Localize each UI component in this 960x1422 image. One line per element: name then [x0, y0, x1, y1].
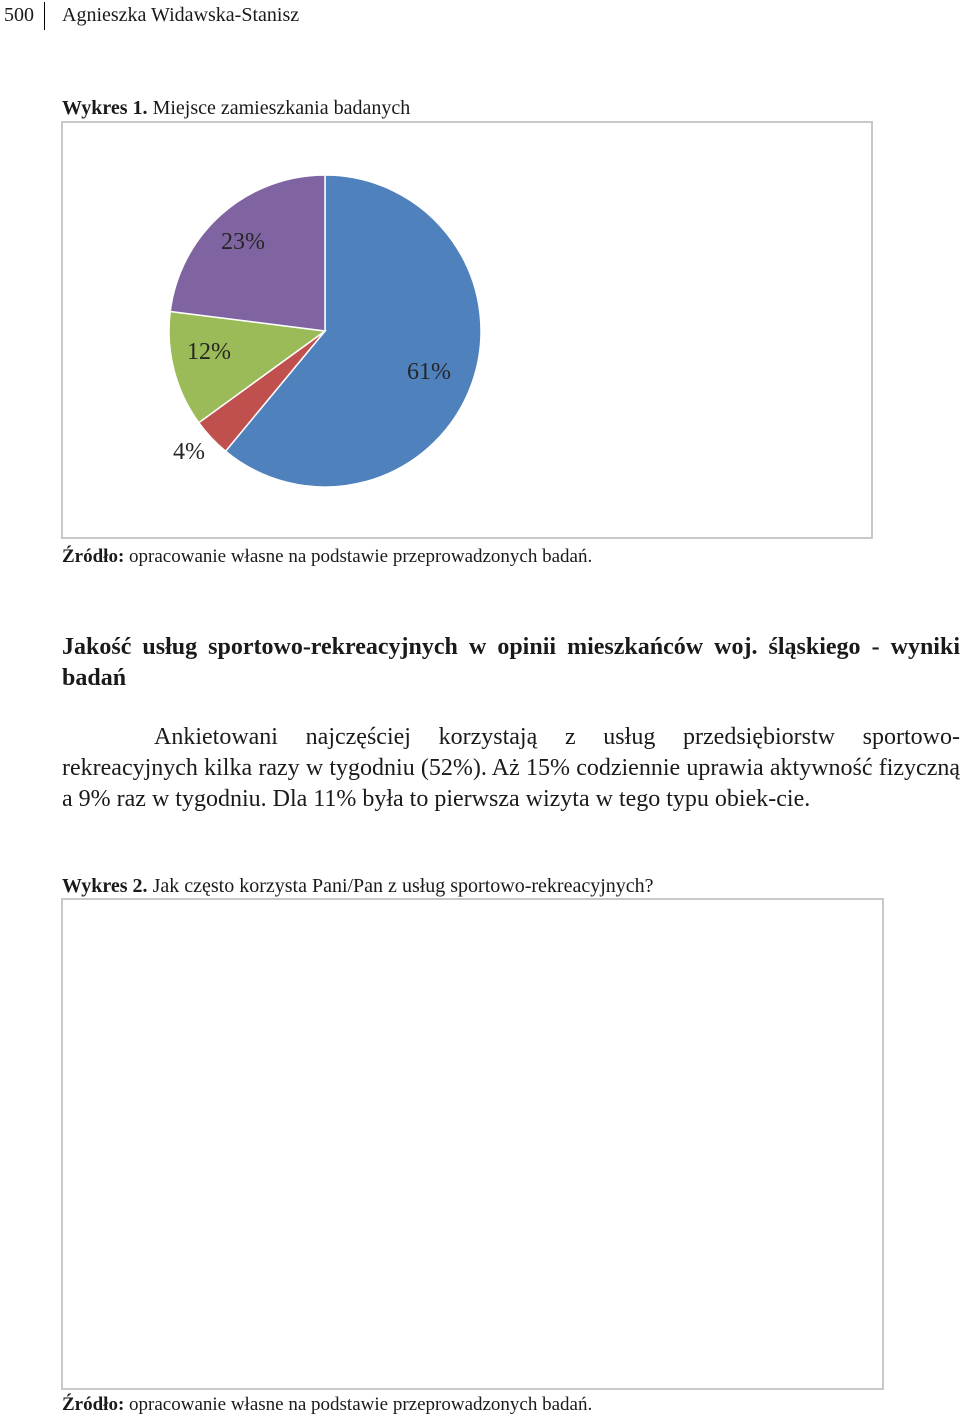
- figure2-doughnut-chart: [63, 900, 882, 1388]
- data-label-miasto-ponizej-50-tys-mieszkancow: 12%: [187, 339, 231, 365]
- figure2-source-text: opracowanie własne na podstawie przeprowadzonych badań.: [129, 1394, 593, 1415]
- figure2-source: [62, 1394, 592, 1416]
- figure2-caption: [62, 875, 654, 898]
- running-header-author: Agnieszka Widawska-Stanisz: [62, 4, 300, 26]
- figure1-source: [62, 546, 592, 568]
- data-label-wies: 23%: [221, 229, 265, 255]
- figure1-chart-area: [61, 121, 873, 539]
- figure1-pie-chart: [63, 123, 871, 537]
- data-label-miasto-od-50-tys-do-100-tys-mieszkancow: 4%: [173, 439, 205, 465]
- body-paragraph-text: Ankietowani najczęściej korzystają z usług przedsiębiorstw sportowo-rekreacyjnych kilka razy w tygodniu (52%). Aż 15% codziennie uprawia aktywność fizyczną a 9% raz w tygodniu. Dla 11% była to pierwsza wizyta w tego typu obiek-cie.: [62, 724, 960, 812]
- figure1-source-text: opracowanie własne na podstawie przeprowadzonych badań.: [129, 546, 593, 567]
- figure1-caption-text: Miejsce zamieszkania badanych: [152, 97, 411, 119]
- figure2-source-label: Źródło:: [62, 1394, 125, 1415]
- figure1-label: Wykres 1.: [62, 97, 148, 119]
- header-divider: [44, 2, 45, 30]
- body-paragraph: [62, 722, 960, 815]
- section-title: Jakość usług sportowo-rekreacyjnych w opinii mieszkańców woj. śląskiego - wyniki badań: [62, 634, 960, 691]
- page-number: 500: [4, 4, 34, 26]
- figure1-caption: [62, 97, 410, 120]
- figure2-chart-area: [61, 898, 884, 1390]
- figure2-label: Wykres 2.: [62, 875, 148, 897]
- figure1-source-label: Źródło:: [62, 546, 125, 567]
- figure2-caption-text: Jak często korzysta Pani/Pan z usług sportowo-rekreacyjnych?: [152, 875, 654, 897]
- data-label-miasto-powyzej-100-tys-mieszkancow: 61%: [407, 359, 451, 385]
